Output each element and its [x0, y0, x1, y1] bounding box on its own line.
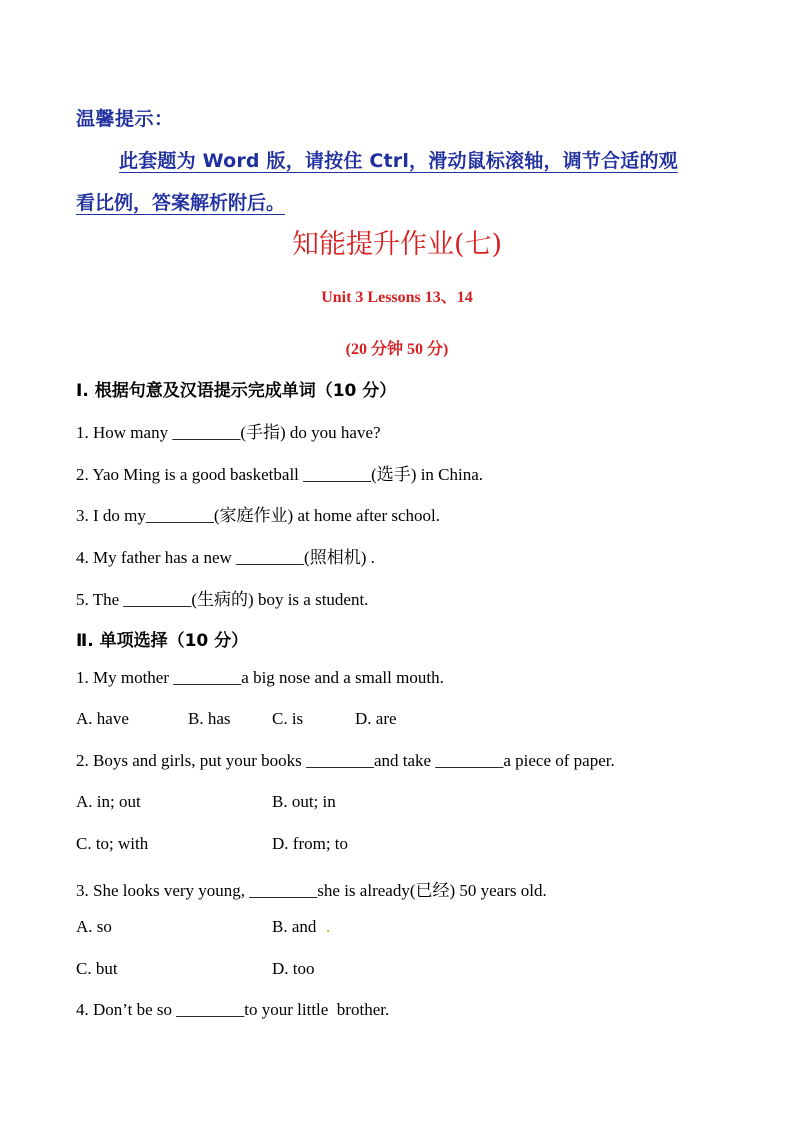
q2-option-a: A. in; out — [76, 792, 141, 811]
q1-option-d: D. are — [355, 709, 397, 728]
question-1-1: 1. How many ________(手指) do you have? — [76, 423, 381, 442]
page-title: 知能提升作业(七) — [291, 229, 503, 260]
question-2-3: 3. She looks very young, ________she is already(已经) 50 years old. — [76, 881, 547, 900]
unit-subtitle: Unit 3 Lessons 13、14 — [321, 289, 473, 306]
question-1-4: 4. My father has a new ________(照相机) . — [76, 548, 375, 567]
time-score: (20 分钟 50 分) — [345, 341, 449, 358]
section-1-heading: Ⅰ. 根据句意及汉语提示完成单词（10 分） — [76, 381, 397, 401]
question-1-3: 3. I do my________(家庭作业) at home after school. — [76, 506, 441, 525]
q2-option-c: C. to; with — [76, 834, 149, 853]
q3-option-c: C. but — [76, 959, 118, 978]
question-2-4: 4. Don’t be so ________to your little brother. — [76, 1000, 390, 1019]
q1-option-c: C. is — [272, 709, 304, 728]
q3-option-d: D. too — [272, 959, 315, 978]
q1-option-b: B. has — [188, 709, 231, 728]
tip-line-1: 此套题为 Word 版，请按住 Ctrl，滑动鼠标滚轴，调节合适的观 — [119, 150, 678, 172]
q3-option-a: A. so — [76, 917, 112, 936]
q1-option-a: A. have — [76, 709, 129, 728]
tip-line-2: 看比例，答案解析附后。 — [76, 192, 286, 214]
question-1-2: 2. Yao Ming is a good basketball ________(选手) in China. — [76, 465, 484, 484]
question-2-2: 2. Boys and girls, put your books ________and take ________a piece of paper. — [76, 751, 615, 770]
question-2-1: 1. My mother ________a big nose and a small mouth. — [76, 668, 444, 687]
q2-option-b: B. out; in — [272, 792, 336, 811]
tip-heading: 温馨提示： — [76, 108, 174, 130]
question-1-5: 5. The ________(生病的) boy is a student. — [76, 590, 369, 609]
q2-option-d: D. from; to — [272, 834, 349, 853]
q3-option-b: B. and — [272, 917, 317, 936]
stray-mark: . — [326, 917, 331, 936]
section-2-heading: Ⅱ. 单项选择（10 分） — [76, 631, 249, 651]
